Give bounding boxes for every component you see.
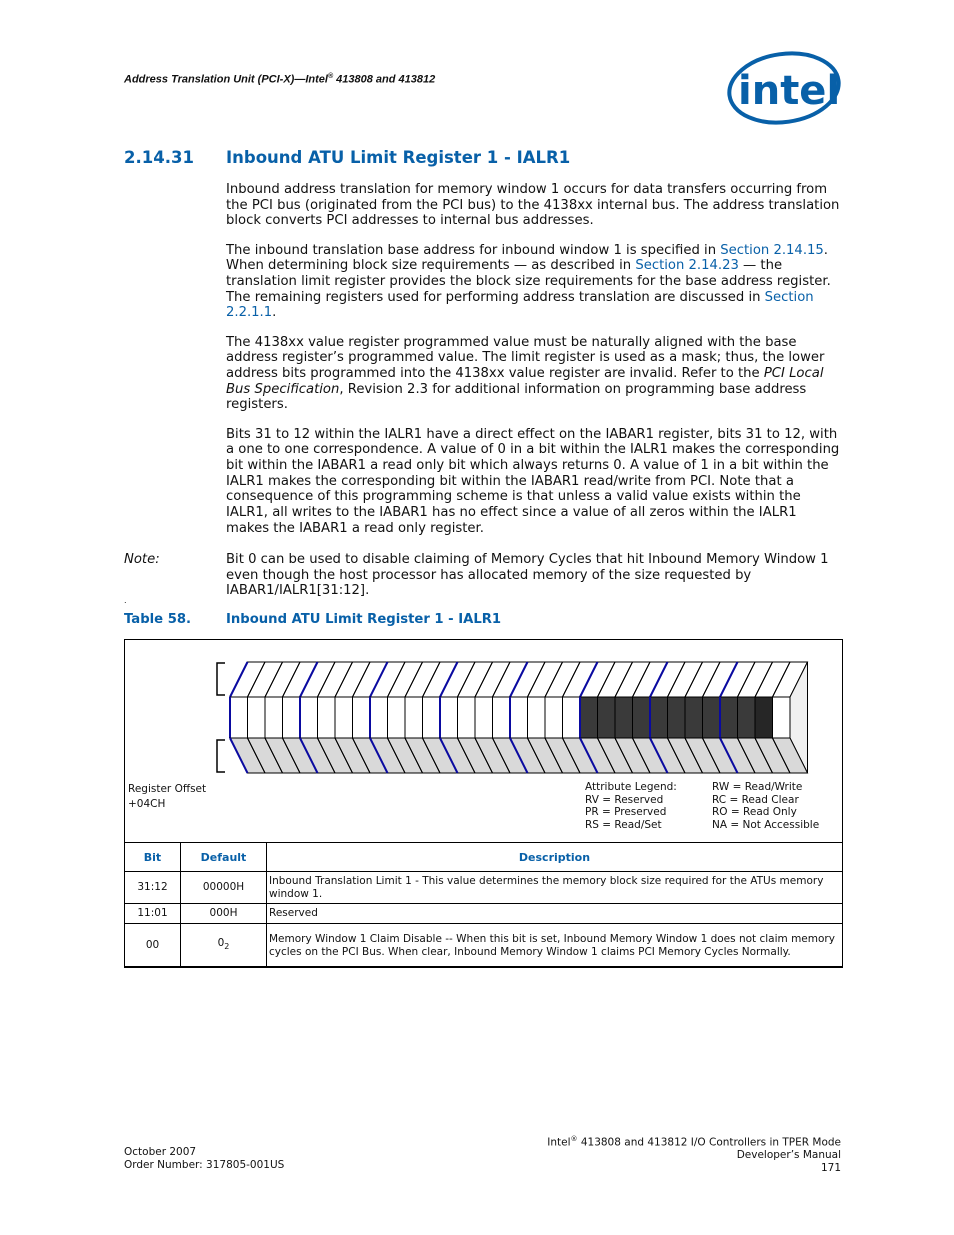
bit-cell — [248, 697, 266, 738]
section-number: 2.14.31 — [124, 148, 194, 167]
bit-cell — [738, 697, 756, 738]
legend-item: RS = Read/Set — [585, 818, 662, 831]
paragraph-2: The inbound translation base address for inbound window 1 is specified in Section 2.14.15. When determining block size requirements — as described in Section 2.14.23 — the translation limit register provides the block size requirements for the base address register. The remaining registers used for performing address translation are discussed in Section 2.2.1.1. — [226, 242, 831, 321]
table-title: Inbound ATU Limit Register 1 - IALR1 — [226, 612, 502, 627]
note-text: Bit 0 can be used to disable claiming of Memory Cycles that hit Inbound Memory Window 1 even though the host processor has allocated memory of the size requested by IABAR1/IALR1[31:12]. — [226, 552, 829, 599]
register-description-table — [124, 842, 843, 968]
cell-default: $0_2$ — [181, 924, 267, 968]
bit-cell — [685, 697, 703, 738]
legend-title: Attribute Legend: — [585, 781, 677, 793]
legend-item: RO = Read Only — [712, 806, 797, 819]
bit-cell — [405, 697, 423, 738]
header-title-part1: Address Translation Unit (PCI-X)—Intel — [124, 73, 328, 86]
bit-cell — [370, 697, 388, 738]
bit-cell — [493, 697, 511, 738]
footer-page-number: 171 — [820, 1162, 841, 1175]
bit-cell — [318, 697, 336, 738]
footer-date: October 2007 — [124, 1146, 197, 1158]
bit-cell — [633, 697, 651, 738]
table-row — [125, 872, 843, 904]
table-number: Table 58. — [124, 612, 192, 627]
bit-cell — [423, 697, 441, 738]
bit-cell — [755, 697, 773, 738]
cell-bit: 31:12 — [125, 872, 181, 904]
spec-title: PCI Local Bus Specification — [226, 366, 824, 397]
table-row — [125, 924, 843, 968]
lower-bracket-icon — [217, 740, 225, 772]
header-title-part2: 413808 and 413812 — [333, 73, 436, 86]
link-section-2-14-23[interactable]: Section 2.14.23 — [635, 258, 739, 274]
legend-item: PR = Preserved — [585, 806, 667, 819]
register-bit-diagram — [124, 639, 843, 789]
cell-description: Inbound Translation Limit 1 - This value determines the memory block size required for the ATUs memory window 1. — [267, 872, 843, 904]
bit-cell — [510, 697, 528, 738]
header-registered-mark: ® — [327, 73, 334, 80]
footer-left — [124, 1146, 284, 1172]
bit-cell — [580, 697, 598, 738]
intel-logo-text: intel — [738, 68, 841, 114]
table-caption — [124, 612, 501, 627]
legend-item: RC = Read Clear — [712, 793, 799, 806]
bit-cell — [265, 697, 283, 738]
bit-cell — [230, 697, 248, 738]
register-offset-value: +04CH — [128, 798, 166, 810]
link-section-2-14-15[interactable]: Section 2.14.15 — [720, 242, 824, 258]
cell-description: Memory Window 1 Claim Disable -- When this bit is set, Inbound Memory Window 1 does not claim memory cycles on the PCI Bus. When clear, Inbound Memory Window 1 claims PCI Memory Cycles Normally. — [267, 924, 843, 968]
table-row — [125, 904, 843, 924]
bit-cell — [545, 697, 563, 738]
footer-order-number: Order Number: 317805-001US — [124, 1158, 285, 1171]
bit-cell — [650, 697, 668, 738]
bit-cell — [335, 697, 353, 738]
link-section-2-2-1-1[interactable]: Section 2.2.1.1 — [226, 289, 814, 321]
cell-description: Reserved — [267, 904, 843, 924]
bit-cell — [668, 697, 686, 738]
paragraph-1: Inbound address translation for memory window 1 occurs for data transfers occurring from the PCI bus (originated from the PCI bus) to the 4138xx internal bus. The address translation block converts PCI addresses to internal bus addresses. — [226, 182, 840, 229]
upper-bracket-icon — [217, 663, 225, 695]
register-offset — [128, 782, 206, 812]
bit-cell — [353, 697, 371, 738]
header-bit: Bit — [125, 843, 181, 872]
bit-cell — [720, 697, 738, 738]
attribute-legend — [585, 781, 820, 831]
bit-cell — [388, 697, 406, 738]
section-title: Inbound ATU Limit Register 1 - IALR1 — [226, 148, 571, 167]
legend-item: RV = Reserved — [585, 793, 664, 806]
paragraph-3: The 4138xx value register programmed value must be naturally aligned with the base address register’s programmed value. The limit register is used as a mask; thus, the lower address bits programmed into the 4138xx value register are invalid. Refer to the PCI Local Bus Specification, Revision 2.3 for additional information on programming base address registers. — [226, 334, 825, 413]
register-offset-label: Register Offset — [128, 783, 207, 795]
footer-manual: Developer’s Manual — [736, 1149, 841, 1162]
cell-bit: 00 — [125, 924, 181, 968]
header-default: Default — [181, 843, 267, 872]
bit-cell — [528, 697, 546, 738]
legend-item: NA = Not Accessible — [712, 818, 820, 831]
table-header-row — [125, 843, 843, 872]
bit-cell — [563, 697, 581, 738]
paragraph-4: Bits 31 to 12 within the IALR1 have a direct effect on the IABAR1 register, bits 31 to 12, with a one to one correspondence. A value of 0 in a bit within the IALR1 makes the corresponding bit within the IABAR1 a read only bit which always returns 0. A value of 1 in a bit within the IALR1 makes the corresponding bit within the IABAR1 read/write from PCI. Note that a consequence of this programming scheme is that unless a valid value exists within the IALR1, all writes to the IABAR1 has no effect since a value of all zeros within the IALR1 makes the IABAR1 a read only register. — [226, 426, 840, 536]
bit-cell — [440, 697, 458, 738]
bit-cell — [475, 697, 493, 738]
running-header — [124, 73, 435, 86]
intel-logo — [724, 50, 842, 128]
footer-right — [547, 1133, 841, 1175]
section-heading — [124, 148, 570, 167]
bit-cell — [598, 697, 616, 738]
bit-cell — [703, 697, 721, 738]
bit-cell — [458, 697, 476, 738]
bit-cell — [300, 697, 318, 738]
cell-default: 00000H — [181, 872, 267, 904]
cell-bit: 11:01 — [125, 904, 181, 924]
bit-cell — [283, 697, 301, 738]
footer-doc-title: Intel® 413808 and 413812 I/O Controllers in TPER Mode — [547, 1135, 841, 1149]
bit-cell — [773, 697, 791, 738]
bit-cell — [615, 697, 633, 738]
note-label: Note: — [124, 552, 160, 567]
header-description: Description — [267, 843, 843, 872]
cell-default: 000H — [181, 904, 267, 924]
stray-dot: . — [124, 596, 127, 605]
body-text — [226, 182, 841, 550]
legend-item: RW = Read/Write — [712, 781, 803, 793]
